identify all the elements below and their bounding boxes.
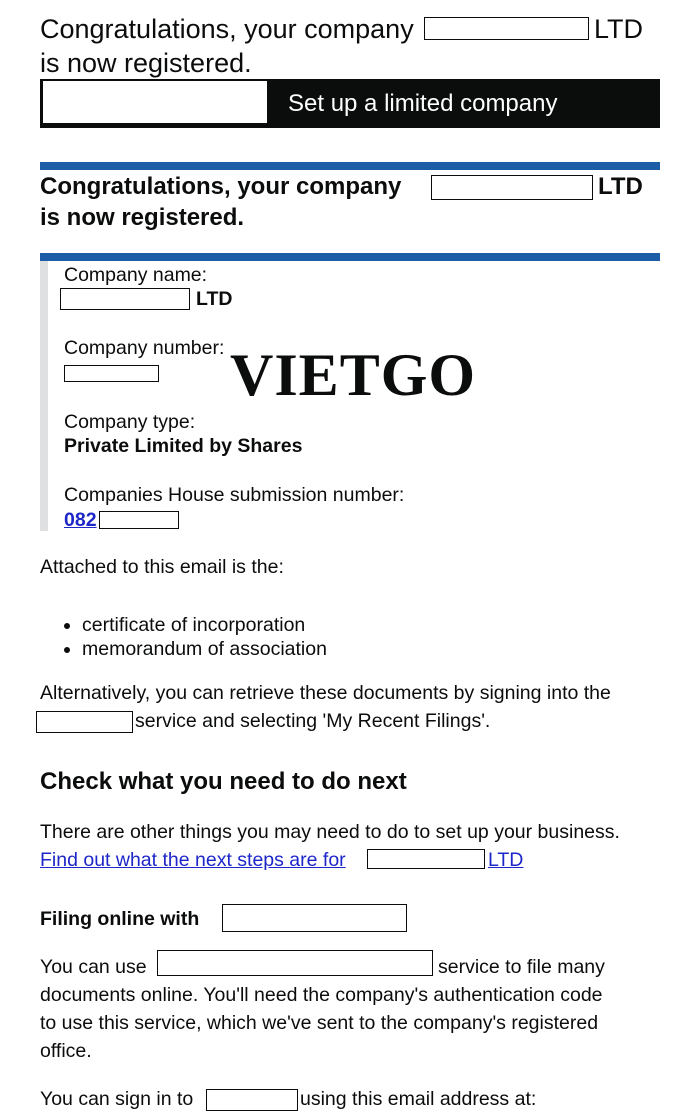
details-top-border	[40, 253, 660, 261]
company-name-label: Company name:	[64, 264, 208, 286]
filing-text-start: You can use	[40, 956, 147, 978]
redacted-service-name	[206, 1089, 298, 1111]
subject-prefix: Congratulations, your company	[40, 14, 414, 44]
filing-text-line2: documents online. You'll need the company's authentication code	[40, 984, 603, 1006]
redacted-service-name	[157, 950, 433, 976]
redacted-company-number	[64, 365, 159, 382]
filing-text-end: service to file many	[438, 956, 605, 978]
redacted-submission-number	[99, 511, 179, 529]
retrieve-text-line1: Alternatively, you can retrieve these documents by signing into the	[40, 682, 611, 704]
signin-text-end: using this email address at:	[300, 1088, 537, 1110]
company-name-suffix: LTD	[196, 288, 233, 310]
email-subject	[40, 12, 680, 82]
subject-suffix: LTD	[594, 14, 644, 44]
heading-line-2: is now registered.	[40, 204, 245, 231]
filing-text-line3: to use this service, which we've sent to the company's registered	[40, 1012, 599, 1034]
redacted-service-name	[222, 904, 407, 932]
next-steps-link-suffix[interactable]: LTD	[488, 849, 524, 871]
service-title[interactable]: Set up a limited company	[288, 90, 558, 117]
submission-number-link[interactable]: 082	[64, 509, 97, 531]
company-type-value: Private Limited by Shares	[64, 435, 303, 457]
redacted-company-name	[60, 288, 190, 310]
header-divider	[40, 162, 660, 170]
next-steps-heading: Check what you need to do next	[40, 768, 407, 795]
redacted-logo	[43, 81, 267, 123]
heading-prefix: Congratulations, your company	[40, 173, 402, 200]
filing-online-heading: Filing online with	[40, 908, 200, 930]
list-item: certificate of incorporation	[40, 613, 640, 637]
subject-line-2: is now registered.	[40, 48, 252, 78]
submission-number-label: Companies House submission number:	[64, 484, 405, 506]
redacted-service-name	[36, 711, 133, 733]
attachments-intro: Attached to this email is the:	[40, 556, 284, 578]
company-number-label: Company number:	[64, 337, 225, 359]
confirmation-heading	[40, 172, 680, 236]
next-steps-text: There are other things you may need to do to set up your business.	[40, 821, 620, 843]
filing-text-line4: office.	[40, 1040, 92, 1062]
attachments-list	[40, 613, 640, 661]
redacted-company-name	[424, 17, 589, 40]
redacted-company-name	[431, 175, 593, 200]
signin-text-start: You can sign in to	[40, 1088, 194, 1110]
service-header	[40, 79, 660, 128]
retrieve-text-line2: service and selecting 'My Recent Filings'.	[135, 710, 491, 732]
inset-border	[40, 261, 48, 531]
heading-suffix: LTD	[598, 173, 643, 200]
vietgo-watermark: VIETGO	[230, 342, 477, 408]
company-type-label: Company type:	[64, 411, 196, 433]
next-steps-link[interactable]: Find out what the next steps are for	[40, 849, 346, 871]
list-item: memorandum of association	[40, 637, 640, 661]
redacted-company-name	[367, 849, 485, 869]
